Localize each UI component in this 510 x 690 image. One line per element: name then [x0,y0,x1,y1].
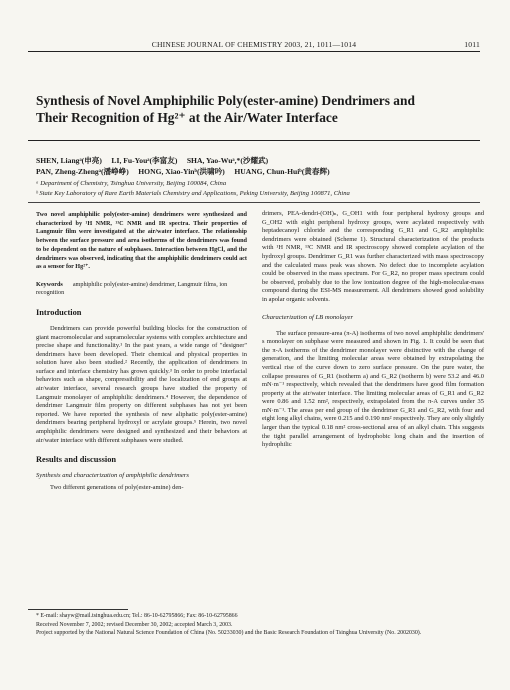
introduction-heading: Introduction [36,307,82,317]
affiliation-rule [28,202,480,203]
right-column [262,210,484,450]
left-column [36,211,247,493]
title-line-1: Synthesis of Novel Amphiphilic Poly(ester-amine) Dendrimers and [36,93,415,108]
keywords-label: Keywords [36,280,63,288]
running-head [28,40,480,49]
page-number: 1011 [464,40,480,49]
isotherm-paragraph: The surface pressure-area (π-A) isotherms of two novel amphiphilic dendrimers' s monolayer on subphase were measured and shown in Fig. 1. It could be seen that the π-A isotherms of the dendrimer monolayer were distinctive with the change of generation, and the limiting molecular areas were obtained by extrapolating the vertical rise of the curve down to zero surface pressure. On the pure water, the collapse pressures of G_R1 (isotherm a) and G_R2 (isotherm b) were 53.2 and 46.0 mN·m⁻¹ respectively, which revealed that the dendrimers have good film formation property at the air/water interface. The limiting molecular areas of G_R1 and G_R2 were 0.86 and 1.52 nm², respectively, extrapolated from the π-A curves under 35 mN·m⁻¹. The areas per end group of the dendrimer G_R1 and G_R2, with four and eight long alkyl chains, were 0.215 and 0.190 nm² respectively. They are only slightly larger than the typical 0.18 nm² cross-sectional area of an alkyl chain. This suggests the tight parallel arrangement of hydrophobic long chain and the insertion of hydrophilic [262,329,484,449]
journal-citation: CHINESE JOURNAL OF CHEMISTRY 2003, 21, 1011—1014 [151,40,357,49]
authors-line-2: PAN, Zheng-Zhengᵃ(潘峥峥) HONG, Xiao-Yinᵇ(洪啸吟) HUANG, Chun-Huiᵇ(黄春辉) [36,167,330,176]
abstract: Two novel amphiphilic poly(ester-amine) dendrimers were synthesized and characterized by ¹H NMR, ¹³C NMR and IR spectra. Their properties of Langmuir film were investigated at the air/water interface. The relationship between the surface pressure and area isotherms of the dendrimers was found to be dependent on the nature of subphases. Interaction between HgCl₂ and the dendrimers was observed, indicating that the amphiphilic dendrimers could act as a sensor for Hg²⁺. [36,211,247,271]
keywords [36,281,247,298]
title-line-2: Their Recognition of Hg²⁺ at the Air/Water Interface [36,110,338,125]
keywords-text: amphiphilic poly(ester-amine) dendrimer, Langmuir films, ion recognition [36,280,228,297]
header-rule [28,51,480,52]
funding-footnote: Project supported by the National Natural Science Foundation of China (No. 50233030) and the Basic Research Foundation of Tsinghua University (No. 2002030). [36,630,422,637]
title-rule [28,140,480,141]
authors-line-1: SHEN, Liangᵃ(申亮) LI, Fu-Youᵃ(李富友) SHA, Yao-Wuᵃ,*(沙耀武) [36,156,269,165]
footnotes [36,612,480,638]
received-footnote: Received November 7, 2002; revised December 30, 2002; accepted March 3, 2003. [36,621,233,628]
synthesis-paragraph-continued: drimers, PEA-dendri-(OH)ₙ, G_OH1 with four peripheral hydroxy groups and G_OH2 with eight peripheral hydroxy groups, were acylated respectively with heptadecanoyl chloride and the corresponding G_R1 and G_R2 amphiphilic dendrimers were obtained (Scheme 1). Structural characterization of the products with ¹H NMR, ¹³C NMR and IR spectroscopy showed complete acylation of the hydroxyl groups. Dendrimer G_R1 was further characterized with mass spectroscopy and the calculated mass peak was shown. No defect due to incomplete acylation could be observed in the mass spectrum. For G_R2, no proper mass spectrum could be observed, probably due to the low ionization degree of the high-molecular-mass compound during the ESI-MS measurement. All dendrimers showed good solubility in apolar organic solvents. [262,210,484,303]
affiliations [36,179,480,198]
synthesis-subheading: Synthesis and characterization of amphiphilic dendrimers [36,472,189,480]
affiliation-a: ᵃ Department of Chemistry, Tsinghua University, Beijing 100084, China [36,180,227,187]
synthesis-paragraph-start: Two different generations of poly(ester-amine) den- [50,484,184,492]
lb-monolayer-subheading: Characterization of LB monolayer [262,313,354,321]
introduction-paragraph: Dendrimers can provide powerful building blocks for the construction of giant macromolecular and supramolecular systems with complex architecture and precise shape and functionality.¹ In the past years, a wide range of "designer" dendrimers have been developed. Their chemical and physical properties in solution have also been studied.² Recently, the application of dendrimers in surface and interface chemistry has grown quickly.³ In order to probe interfacial behaviors such as shape, compressibility and the localization of end groups at air/water interface, several research groups have studied the property of Langmuir monolayer of amphiphilic dendrimers.⁴ However, the dependence of dendrimer Langmuir film property on different subphases has not yet been reported. We have reported the synthesis of new aliphatic poly(ester-amine) dendrimers bearing peripheral hydroxyl or acrylate groups.⁵ Herein, two novel amphiphilic dendrimers were designed and synthesized and their behaviors at air/water interface with different subphases were studied. [36,324,247,444]
article-title [36,92,480,126]
author-list [36,155,480,177]
affiliation-b: ᵇ State Key Laboratory of Rare Earth Materials Chemistry and Applications, Peking University, Beijing 100871, China [36,189,350,197]
footnote-rule [28,609,128,610]
contact-footnote: * E-mail: shayw@mail.tsinghua.edu.cn; Tel.: 86-10-62795866; Fax: 86-10-62795866 [36,613,238,619]
results-heading: Results and discussion [36,455,117,465]
